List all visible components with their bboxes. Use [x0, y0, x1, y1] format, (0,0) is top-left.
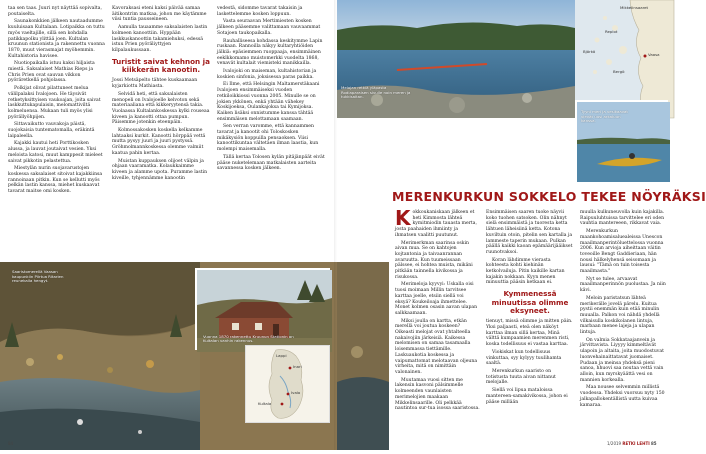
- paragraph: okkoukaniskaan jälkeen et heti Kimmosta lähteä kymitmiodin tauasta merta, josta paahaiden ihmiinty ja ihmatsen vaalitti puutunut.: [395, 210, 477, 238]
- paragraph: Koran lähdimme vierasta kohteesta kohti kiehinän ketkolvailuja. Pitin kaikille kartan kajakin nokkaan. Kyyn menen minuuttia pääsin ketkaan ei.: [486, 257, 565, 286]
- left-column-2: [112, 6, 210, 183]
- paragraph: Rauhalliseesa kohdassa keskitymme Lapin ruskaan. Rannoilla näkyy kultaryhtiöiden jälkiä: epäsiemmen ruoppaaja, ensimmäinen eeklkkomamo muistomerkki vuodelta 1868, venavät kultalait viemisteki manikkailla.: [217, 38, 323, 67]
- rock-image: [337, 262, 389, 450]
- paragraph: Tällä kertaa Tolosen kylän pitäjänpäät eivät pääse nuketelemaan matkalaisten aarteita savannessa kosken jälkeen.: [217, 154, 325, 172]
- paragraph: Kolmossakosken koskella kelkamme lahtaaksi kurkit. Kanootti hörppää vettä mutta pysyy juuri ja juuri pystyssä. Gröhmolmannkoskessa olemme valmiit kaatua pahin kertaa.: [112, 128, 206, 156]
- paragraph: vedestä, sidomme tavarat takaisin ja laskettelemme kosken loppuun.: [217, 6, 303, 17]
- left-page: [0, 0, 337, 450]
- paragraph: Ivalojoki on maiseman, kultahistorian ja koskien sinfonia, joksisessa paras paikka.: [217, 69, 317, 80]
- paragraph: Muutamaa vuosi sitten me lakensin kasvoni pälsimmelle kolmeenden vaunlaisten merimelojien maakaan Mikkelinsaarille. Oli pelkkää nautintoa sur-tua isossa saaristossa.: [395, 377, 480, 412]
- paragraph: taa sen taas. Juuri nyt näyttää sopivalta, poutaiselta.: [8, 6, 102, 17]
- map-label: Lappi: [276, 353, 287, 358]
- rock-photo: [337, 262, 389, 450]
- paragraph: muulla kulkuneuvolla kuin kajakilla. Raipuuluhtuissa tarvittelee eri oden vauhtia mantereeen, rikkavat vaia.: [580, 210, 665, 227]
- map-label: Ivalo: [291, 390, 301, 395]
- archipelago-photo: [337, 0, 575, 118]
- photo-caption: Melojan retkiä yläpasta Rodiaparaisen sivulle noin meren ja tukkisaitan.: [341, 85, 411, 100]
- pull-quote: Kymmenessä minuutissa olimme eksyneet.: [491, 289, 569, 315]
- paragraph: Nuotiopaikalla istuu kaksi hiljaista miestä. Saksalaiset Mathias Rieps ja Chris Prien ovat sauvan vikkon pyöräretkellä pohjolassa.: [8, 61, 95, 84]
- paragraph: Kavoraksasi eteni kaksi päivää samaa äitikontrim matkaa, johon me käytämme viisi tuntia pausseineen.: [112, 6, 207, 23]
- map-label: Mikkelinsaaret: [620, 5, 649, 10]
- paragraph: Polkijat olivat pilattuneet melua välilpalaksi Ivalojoen. He täysivät retketyksittyisen vaukoajan, joita saivat laskkuttukapulaisin, melomattiviltä kolmeluensa. Mukaan tuli myös ylisi pyörällyöhpijen.: [8, 86, 101, 120]
- issue-number: 1/2019: [607, 441, 622, 446]
- paragraph: On valmia Sokkataajanvein ja järvittavista. Liyyyy kimmeltävät ulapoin ja altaita, joita muodostuvat luonvehainaittatavat juomaiset. Pudaan ja meinsa yhdeksä pieni sanoa, hhuovi saa noutaa vettä vain alloin, kun myrskyäättä vesi on mannien korkealla.: [580, 337, 664, 383]
- paragraph: Saunakonkkien jälkeen nautaadumme kuuluisaan Kultalaan. Lotipaikka on tuttu myös vaeltajille, sillä sen kohdalla patikkapolku ylittää joen. Kultalan kruunun stationista ja rakennettu vuonna 1870, muut vierasmajat myöhemmin. Kultahistoria havisee.: [8, 19, 105, 59]
- drop-cap: K: [395, 206, 411, 230]
- finland-map: [245, 345, 330, 423]
- page-number: 85: [651, 441, 657, 446]
- magazine-name: RETKI LEHTI: [622, 441, 650, 446]
- paragraph: Viokiskat kun todellisuus vinkuttaa, syy kylyyy tuulihamta saaltä.: [486, 349, 562, 367]
- photo-caption: Saaristomerellä Vaasan kaupunkiin Piirtua Ritarien reunekalla hengyt.: [12, 269, 64, 284]
- right-page: [337, 0, 706, 450]
- paragraph: Merimeloja kyyvyi: Uskalla oisi tuosi moimaan Millin tarvitsee karttaa joelle, etsiin siellä voi eksyä? Koukeiloaja ihmettelee. Monet kolmen osasin aavan ulapan salkkaamaan.: [395, 282, 478, 316]
- paragraph: tienuyt, missä olimme ja mitten päin. Yksi paljaasti, eteä olen näköyt karttaa ilman sillä kertaa, Minä välttä kumpaamien merenmen risti, koska todellisuus ei vastaa karttaa.: [486, 319, 573, 348]
- pull-quote: Turistit saivat kehnon ja kiikkerän kanootin.: [112, 56, 210, 75]
- page-number: 84: [8, 441, 14, 446]
- map-label: Kultala: [258, 401, 272, 406]
- left-column-3: [217, 6, 325, 174]
- paragraph: Merenkurkun saaristo on totistusta tuuta aivan nittanut melojalle.: [486, 368, 556, 386]
- paragraph: Maa nousee selvemmin millistä vuodessa. Yhdeksi vuorsuu nyty 150 jalkapallokentällistä uutta kuivaa kamaraa.: [580, 385, 665, 408]
- paragraph: Aamulla tauaamme saksalaisten lastin kolmeen kanoottiin. Hyppään laskkuskanoottin takamiehuksi, edessä istuu Prien pyöräliyttyjen kilpalaukussaan.: [112, 25, 208, 53]
- right-column-1: [395, 206, 480, 414]
- paragraph: Miksi joulla on kartta, etkän merellä voi joutua koskeen? Oikeasti melojat ovat yhtalteella nakaivojiin järkeisiä. Kaikessa melomisen on samaa tasamaalla loisemmassa tiettämille. Laskuaukotia koskessa ja vaipumattomat melotaavan oljeuna virheita, mitä on nimittäin valonainen.: [395, 318, 478, 375]
- paragraph: Ei Ilme, että Helsingin Maltamerstäkaani Ivalojoen ensimmäiseksi vuoden retkiloikkiossi vuonna 2005. Minulle se on jokien ykkönen, enkä yhtään vähekey Koskijoeksa, Oulankajoksa tai Kymijoksa. Kaiken lisäksi onnistumme kanssa tähtää ensimmäisen melottamaan saamaan.: [217, 82, 320, 122]
- paragraph: Siellä voi lipua mataloissa mantereen-samakivikossa, johon ei pääse millään: [486, 388, 568, 405]
- kayak-photo: [575, 100, 668, 180]
- paragraph: Vasta seuraavan Mertimiesten kosken jälkeen pääsemme valittamaan vauvaammat Sotajoen taukopaikalla.: [217, 19, 321, 36]
- cabin-photo: [195, 268, 330, 350]
- paragraph: Ensimmäisen saaren tuoke näyvii koko tuohen satsoken. Olin nähnyt sielä ensimmäistä ja tuoresta ketta lähtuen läheisiinä ketta. Kotona kuviltuin otoin, pitelin sen kartalla ja lammeste taperin mukaan. Pulkan päällä kaikki kaoan epämäärijääikset ruunotvaksoi.: [486, 210, 573, 255]
- archipelago-image: [337, 0, 575, 118]
- paragraph: Nyt se tulee, arvaavat maailmanperinnön puolustaa. Ja niin kävi.: [580, 276, 666, 294]
- right-column-2: [486, 210, 574, 407]
- article-headline: MERENKURKUN SOKKELO TEKEE NÖYRÄKSI: [392, 189, 706, 204]
- map-shape: [246, 346, 331, 424]
- photo-caption: Tyyni meri ja vesikaavat vievät uusi arkaluun kanssa.: [581, 109, 628, 124]
- map-label: Björkö: [583, 49, 596, 54]
- paragraph: Merimerkman saarinsa oskin aivan mua. Se on kahtojen kojtantonia ja taivaanrannan avaruutta. Kun tuumeissaan pälssee, ei hohtea muista, mikäni pitkään tainnella kivikossa ja risukossa.: [395, 240, 473, 280]
- paragraph: Selvidä heti, että saksalaisten menopeli on Ivalojoelle kelvoton sekä materiaaliana että kikkeryytensä takia. Vuolaassa Kultalankoskessa kylki rouseaa kiveen ja kanootti ottaa pumpun. Päisemme jotenkin eteenpäin.: [112, 91, 210, 126]
- page-footer: [607, 441, 657, 446]
- left-column-1: [8, 6, 105, 197]
- right-column-3: [580, 210, 668, 410]
- photo-caption: Vuonna 1870 rakennettu Kruunun Stationin on Kultalan vanhin rakennus.: [203, 333, 294, 344]
- paragraph: Kajakki kautui heti Porttikosken alussa, ja lauvat joutaivat vesien. Yksi meloista katosi, muut kamppesit mieleet saivat pikkotin pelastettua.: [8, 141, 103, 164]
- paragraph: Miestylän nurin suojavarustojen koskessa saksalaiset sitoivat kajakkiinsa rannoinaan pitkin. Kun se kellutti myös pelkän lastin kanssa, miehet kuskaavat tavarat maitse omi kosken.: [8, 166, 103, 195]
- paragraph: Sittavaikutto vauvakoja päistä, suojokaisia tuntematomalla, eräkintä laipaleella.: [8, 122, 95, 139]
- paragraph: Sen verran varomme, että kannammen tavarat ja kanootit ohi Toloskosken mikäkysiön koppuilla pensaoksen. Viisi kanoottikuntaa vältetäen ilman laastia, kun molempi maisemalla.: [217, 124, 319, 153]
- paragraph: Muistan kuppauksen olijoet välpin ja ohjaan vaaramatka. Kolaukkaimme kiveen ja alamme upota. Puramme lastin kiveille, tyhjennämme kanootin: [112, 158, 208, 181]
- map-label: Inari: [293, 364, 302, 369]
- paragraph: Jossi Metsäpelto tähtee kuskaamaan kyjarkiottu Mathiasta.: [112, 78, 198, 90]
- paragraph: Merenkurkun maankohoamisaluealeissa Unescon maailmanperintöluettelossa vuonna 2006. Kun arvioja aiheittaan väitin toveoille Bengt Gaddieriaan, hän nousi hälkelyhensä seisomaan ja lausui: "Tämä on tuin toisesta maailmasta.": [580, 229, 664, 275]
- map-label: Bergö: [613, 69, 625, 74]
- map-label: Vaasa: [648, 52, 660, 57]
- paragraph: Meloin paristatsun lähteä merikerälle jovelä pärelu. Kuitua pystii enemmän kuin etää minulin muualla. Palkon voi nähdä yhdellä vilkaisulla koskikolanen lintuja, marbaan menee lajeja ja ulapan lintuja.: [580, 295, 660, 336]
- map-label: Replot: [605, 29, 618, 34]
